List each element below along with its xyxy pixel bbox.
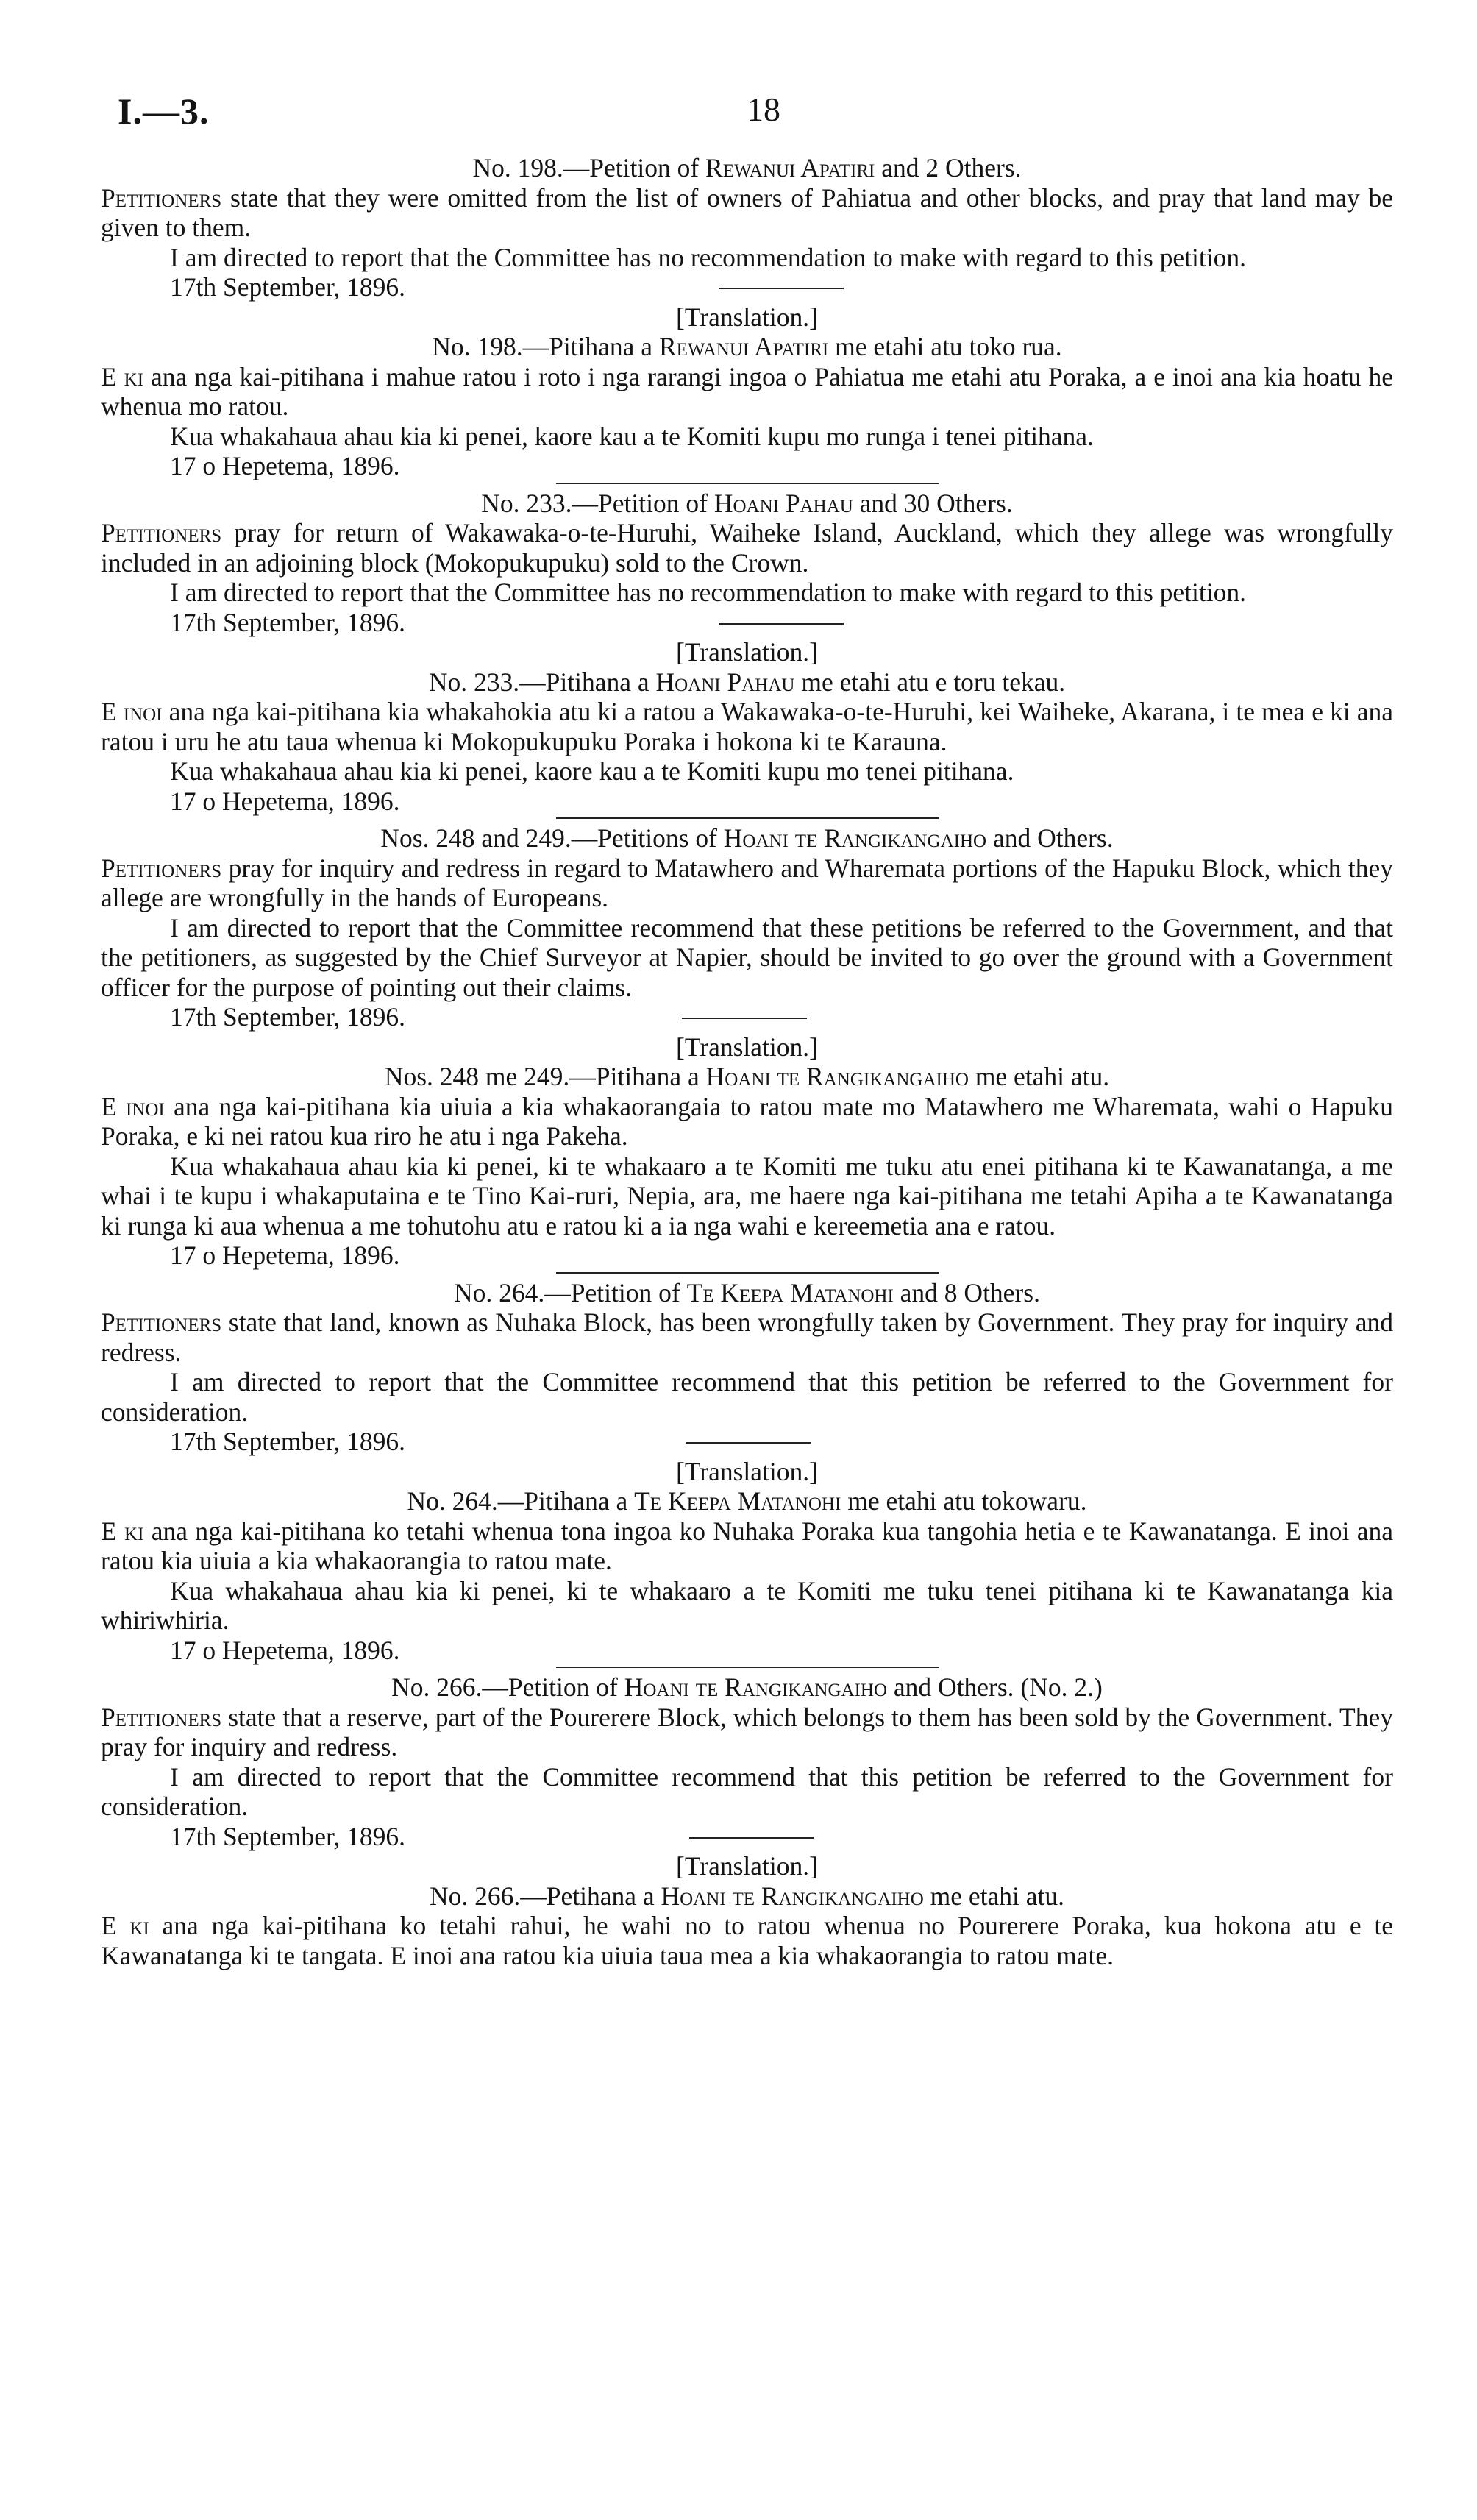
english-report: I am directed to report that the Committee recommend that this petition be referred to the Government for consideration. [101,1367,1393,1427]
maori-report: Kua whakahaua ahau kia ki penei, ki te whakaaro a te Komiti me tuku tenei pitihana ki te Kawanatanga kia whiriwhiria. [101,1575,1393,1635]
english-title: No. 198.—Petition of Rewanui Apatiri and 2 Others. [472,153,1022,182]
petition-section [101,489,1393,820]
short-divider [686,1442,811,1444]
english-paragraph: Petitioners pray for return of Wakawaka-o-te-Huruhi, Waiheke Island, Auckland, which they allege was wrongfully included in an adjoining block (Mokopukupuku) sold to the Crown. [101,518,1394,578]
english-paragraph: Petitioners state that land, known as Nuhaka Block, has been wrongfully taken by Government. They pray for inquiry and redress. [101,1307,1393,1367]
english-report: I am directed to report that the Committee recommend that these petitions be referred to the Government, and that the petitioners, as suggested by the Chief Surveyor at Napier, should be invited to go over the ground with a Government officer for the purpose of pointing out their claims. [101,912,1393,1002]
english-date: 17th September, 1896. [170,1821,406,1851]
english-report: I am directed to report that the Committee has no recommendation to make with regard to this petition. [170,578,1246,607]
section-divider [556,817,939,819]
petition-section [101,823,1393,1274]
maori-paragraph: E inoi ana nga kai-pitihana kia uiuia a kia whakaorangaia to ratou mate mo Matawhero me Wharemata, wahi o Hapuku Poraka, e ki nei ratou kua riro he atu i nga Pakeha. [101,1091,1394,1151]
document-body [101,153,1393,1970]
english-title: Nos. 248 and 249.—Petitions of Hoani te Rangikangaiho and Others. [380,823,1114,853]
maori-report: Kua whakahaua ahau kia ki penei, ki te whakaaro a te Komiti me tuku atu enei pitihana ki te Kawanatanga, a me whai i te kupu i whakaputaina e te Tino Kai-ruri, Nepia, ara, me haere nga kai-pitihana me tetahi Apiha a te Kawanatanga ki runga ki aua whenua a me tohutohu atu e ratou ki a ia nga wahi e kereemetia ana e ratou. [101,1151,1393,1241]
section-divider [556,483,939,484]
page-number: 18 [747,90,780,128]
maori-paragraph: E ki ana nga kai-pitihana ko tetahi whenua tona ingoa ko Nuhaka Poraka kua tangohia hetia e te Kawanatanga. E inoi ana ratou kia uiuia a kia whakaorangia to ratou mate. [101,1516,1393,1575]
english-paragraph: Petitioners state that a reserve, part of the Pourerere Block, which belongs to them has been sold by the Government. They pray for inquiry and redress. [101,1702,1393,1761]
maori-title: Nos. 248 me 249.—Pitihana a Hoani te Rangikangaiho me etahi atu. [384,1062,1110,1091]
english-date: 17th September, 1896. [170,272,406,302]
maori-title: No. 233.—Pitihana a Hoani Pahau me etahi atu e toru tekau. [428,667,1066,697]
maori-date: 17 o Hepetema, 1896. [170,786,400,816]
section-divider [556,1667,939,1668]
translation-label: [Translation.] [676,1456,818,1486]
english-report: I am directed to report that the Committee recommend that this petition be referred to the Government for consideration. [101,1761,1393,1821]
section-divider [556,1272,939,1274]
petition-section [101,1278,1393,1669]
short-divider [682,1018,807,1019]
english-date: 17th September, 1896. [170,607,406,637]
english-title: No. 264.—Petition of Te Keepa Matanohi and 8 Others. [454,1277,1040,1307]
short-divider [719,288,844,289]
maori-title: No. 198.—Pitihana a Rewanui Apatiri me etahi atu toko rua. [432,332,1062,361]
english-date: 17th September, 1896. [170,1002,406,1032]
maori-date: 17 o Hepetema, 1896. [170,1241,400,1270]
english-title: No. 233.—Petition of Hoani Pahau and 30 Others. [481,488,1013,518]
maori-paragraph: E ki ana nga kai-pitihana ko tetahi rahui, he wahi no to ratou whenua no Pourerere Poraka, kua hokona atu e te Kawanatanga ki te tangata. E inoi ana ratou kia uiuia taua mea a kia whakaorangia to ratou mate. [101,1911,1393,1970]
maori-paragraph: E ki ana nga kai-pitihana i mahue ratou i roto i nga rarangi ingoa o Pahiatua me etahi atu Poraka, a e inoi ana kia hoatu he whenua mo ratou. [101,361,1393,421]
maori-title: No. 266.—Petihana a Hoani te Rangikangaiho me etahi atu. [429,1881,1065,1911]
english-date: 17th September, 1896. [170,1427,406,1456]
short-divider [719,623,844,625]
petition-section [101,1672,1393,1970]
english-paragraph: Petitioners pray for inquiry and redress in regard to Matawhero and Wharemata portions of the Hapuku Block, which they allege are wrongfully in the hands of Europeans. [101,853,1393,912]
english-report: I am directed to report that the Committee has no recommendation to make with regard to this petition. [170,242,1246,272]
translation-label: [Translation.] [676,637,818,667]
paper-code: I.—3. [118,90,210,132]
translation-label: [Translation.] [676,302,818,332]
maori-paragraph: E inoi ana nga kai-pitihana kia whakahokia atu ki a ratou a Wakawaka-o-te-Huruhi, kei Waiheke, Akarana, i te mea e ki ana ratou i uru he atu taua whenua ki Mokopukupuku Poraka i hokona ki te Karauna. [101,697,1393,756]
short-divider [689,1837,814,1839]
maori-date: 17 o Hepetema, 1896. [170,451,400,480]
maori-date: 17 o Hepetema, 1896. [170,1635,400,1665]
maori-report: Kua whakahaua ahau kia ki penei, kaore kau a te Komiti kupu mo runga i tenei pitihana. [170,421,1094,451]
english-paragraph: Petitioners state that they were omitted from the list of owners of Pahiatua and other blocks, and pray that land may be given to them. [101,182,1394,242]
maori-title: No. 264.—Pitihana a Te Keepa Matanohi me etahi atu tokowaru. [407,1486,1087,1516]
translation-label: [Translation.] [676,1032,818,1062]
maori-report: Kua whakahaua ahau kia ki penei, kaore kau a te Komiti kupu mo tenei pitihana. [170,756,1014,786]
translation-label: [Translation.] [676,1851,818,1881]
petition-section [101,153,1393,484]
english-title: No. 266.—Petition of Hoani te Rangikangaiho and Others. (No. 2.) [391,1672,1103,1702]
